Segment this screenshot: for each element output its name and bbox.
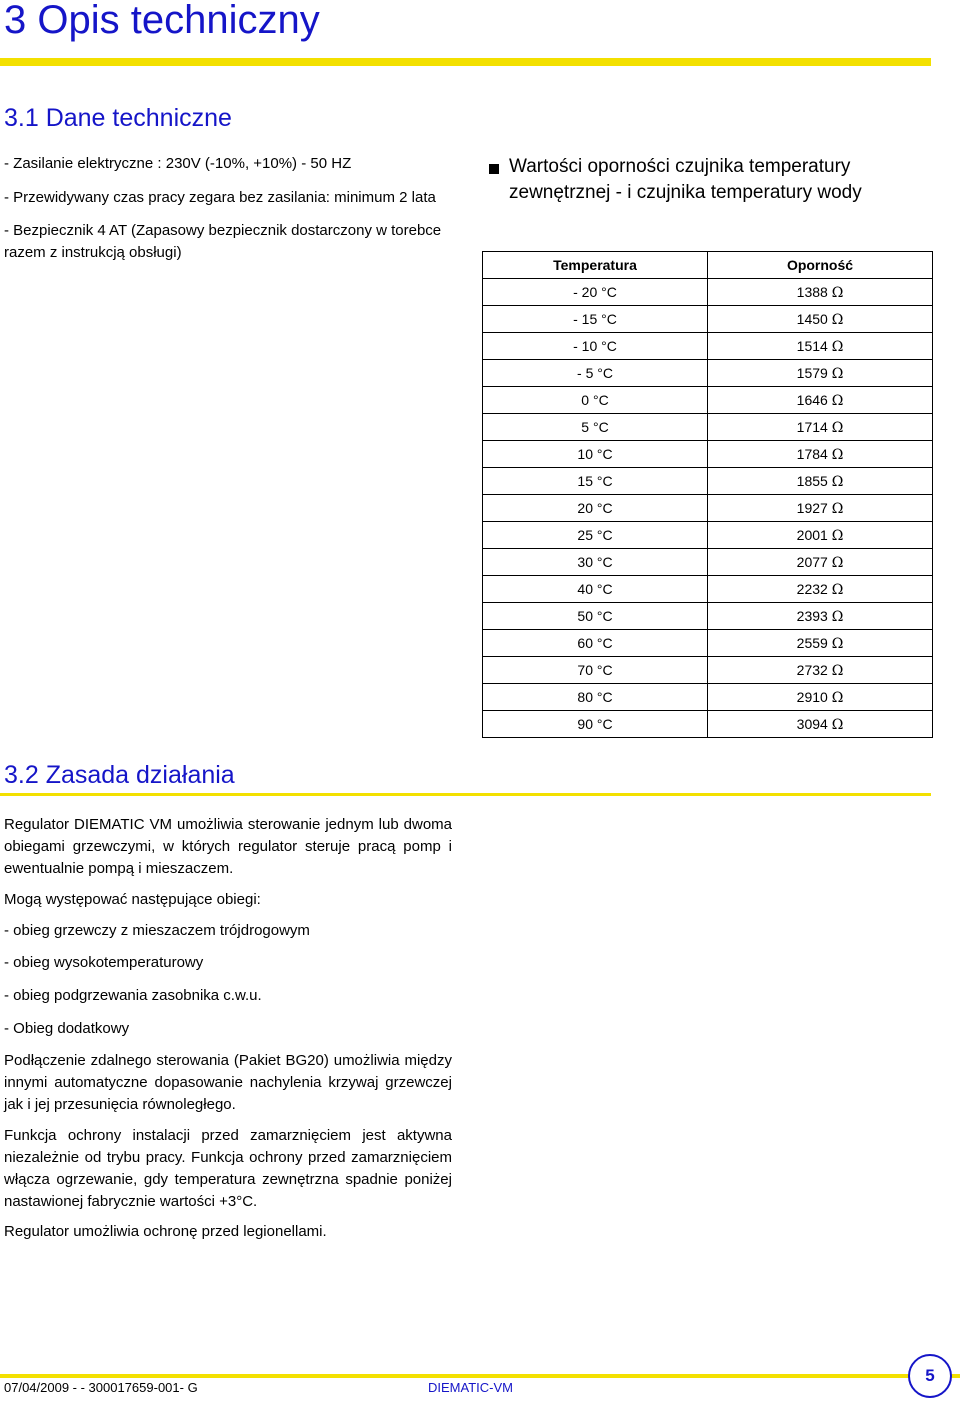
ohm-unit: Ω [831,581,844,598]
temperature-cell: 90 °C [483,711,708,738]
ohm-unit: Ω [831,365,844,382]
resistance-row [483,414,933,441]
footer-product-name: DIEMATIC-VM [428,1380,513,1395]
resistance-row [483,630,933,657]
resistance-cell [708,657,933,684]
resistance-cell [708,306,933,333]
ohm-unit: Ω [831,689,844,706]
temperature-cell: 60 °C [483,630,708,657]
header-resistance: Oporność [708,252,933,279]
resistance-row [483,468,933,495]
resistance-value: 2393 [796,607,828,624]
circuit-list-item: - obieg grzewczy z mieszaczem trójdrogowym [4,922,310,939]
resistance-row [483,387,933,414]
resistance-value: 1784 [796,445,828,462]
resistance-cell [708,279,933,306]
resistance-row [483,549,933,576]
resistance-table [482,251,933,738]
resistance-value: 2232 [796,580,828,597]
resistance-value: 1855 [796,472,828,489]
resistance-row [483,711,933,738]
resistance-row [483,603,933,630]
operation-rule [0,793,931,796]
ohm-unit: Ω [831,311,844,328]
resistance-row [483,657,933,684]
ohm-unit: Ω [831,284,844,301]
resistance-cell [708,630,933,657]
temperature-cell: 70 °C [483,657,708,684]
ohm-unit: Ω [831,662,844,679]
resistance-cell [708,576,933,603]
ohm-unit: Ω [831,716,844,733]
temperature-cell: 40 °C [483,576,708,603]
resistance-value: 2001 [796,526,828,543]
resistance-value: 3094 [796,715,828,732]
ohm-unit: Ω [831,608,844,625]
resistance-row [483,333,933,360]
temperature-cell: 50 °C [483,603,708,630]
temperature-cell: - 5 °C [483,360,708,387]
operation-paragraph-5: Regulator umożliwia ochronę przed legionellami. [4,1223,327,1240]
resistance-row [483,495,933,522]
resistance-value: 1579 [796,364,828,381]
resistance-value: 2732 [796,661,828,678]
temperature-cell: 15 °C [483,468,708,495]
resistance-cell [708,441,933,468]
temperature-cell: 0 °C [483,387,708,414]
section-title: 3 Opis techniczny [4,0,320,42]
ohm-unit: Ω [831,473,844,490]
resistance-value: 1927 [796,499,828,516]
resistance-title: Wartości oporności czujnika temperatury zewnętrznej - i czujnika temperatury wody [509,156,862,203]
ohm-unit: Ω [831,392,844,409]
resistance-cell [708,414,933,441]
ohm-unit: Ω [831,338,844,355]
temperature-cell: 5 °C [483,414,708,441]
ohm-unit: Ω [831,554,844,571]
ohm-unit: Ω [831,527,844,544]
temperature-cell: 80 °C [483,684,708,711]
resistance-cell [708,684,933,711]
temperature-cell: - 20 °C [483,279,708,306]
resistance-header-row [483,252,933,279]
resistance-value: 2559 [796,634,828,651]
operation-heading: 3.2 Zasada działania [4,761,235,789]
circuit-list-item: - obieg podgrzewania zasobnika c.w.u. [4,987,262,1004]
resistance-cell [708,603,933,630]
resistance-value: 1514 [796,337,828,354]
operation-paragraph-3: Podłączenie zdalnego sterowania (Pakiet BG20) umożliwia między innymi automatyczne dopasowanie nachylenia krzywaj grzewczej jak i jej przesunięcia równoległego. [4,1052,452,1113]
temperature-cell: 25 °C [483,522,708,549]
header-temperature: Temperatura [483,252,708,279]
spec-clock-reserve: - Przewidywany czas pracy zegara bez zasilania: minimum 2 lata [4,189,436,206]
footer-rule [0,1374,960,1378]
bullet-square-icon [489,164,499,174]
temperature-cell: 30 °C [483,549,708,576]
resistance-cell [708,522,933,549]
ohm-unit: Ω [831,446,844,463]
spec-fuse: - Bezpiecznik 4 AT (Zapasowy bezpiecznik dostarczony w torebce razem z instrukcją obsługi) [4,222,442,261]
resistance-row [483,522,933,549]
resistance-value: 2077 [796,553,828,570]
resistance-row [483,576,933,603]
operation-paragraph-4: Funkcja ochrony instalacji przed zamarznięciem jest aktywna niezależnie od trybu pracy. Funkcja ochrony przed zamarznięciem włącza ogrzewanie, gdy temperatura zewnętrzna spadnie poniżej nastawionej fabrycznie wartości +3°C. [4,1127,452,1210]
title-rule [0,58,931,66]
resistance-cell [708,549,933,576]
resistance-row [483,441,933,468]
operation-paragraph-1: Regulator DIEMATIC VM umożliwia sterowanie jednym lub dwoma obiegami grzewczymi, w których regulator steruje pracą pomp i ewentualnie pompą i mieszaczem. [4,816,452,877]
resistance-value: 1714 [796,418,828,435]
operation-paragraph-2: Mogą występować następujące obiegi: [4,891,261,908]
resistance-value: 1450 [796,310,828,327]
temperature-cell: - 10 °C [483,333,708,360]
resistance-row [483,684,933,711]
temperature-cell: 10 °C [483,441,708,468]
page-number-badge: 5 [908,1354,952,1398]
resistance-value: 1388 [796,283,828,300]
ohm-unit: Ω [831,500,844,517]
footer-doc-ref: 07/04/2009 - - 300017659-001- G [4,1380,198,1395]
resistance-cell [708,711,933,738]
spec-power: - Zasilanie elektryczne : 230V (-10%, +10%) - 50 HZ [4,155,352,172]
resistance-value: 1646 [796,391,828,408]
circuit-list-item: - obieg wysokotemperaturowy [4,954,204,971]
resistance-row [483,306,933,333]
resistance-cell [708,333,933,360]
resistance-cell [708,387,933,414]
tech-data-heading: 3.1 Dane techniczne [4,104,232,132]
resistance-row [483,279,933,306]
circuit-list-item: - Obieg dodatkowy [4,1020,130,1037]
resistance-cell [708,468,933,495]
resistance-cell [708,360,933,387]
temperature-cell: - 15 °C [483,306,708,333]
ohm-unit: Ω [831,635,844,652]
resistance-value: 2910 [796,688,828,705]
temperature-cell: 20 °C [483,495,708,522]
resistance-row [483,360,933,387]
ohm-unit: Ω [831,419,844,436]
resistance-cell [708,495,933,522]
